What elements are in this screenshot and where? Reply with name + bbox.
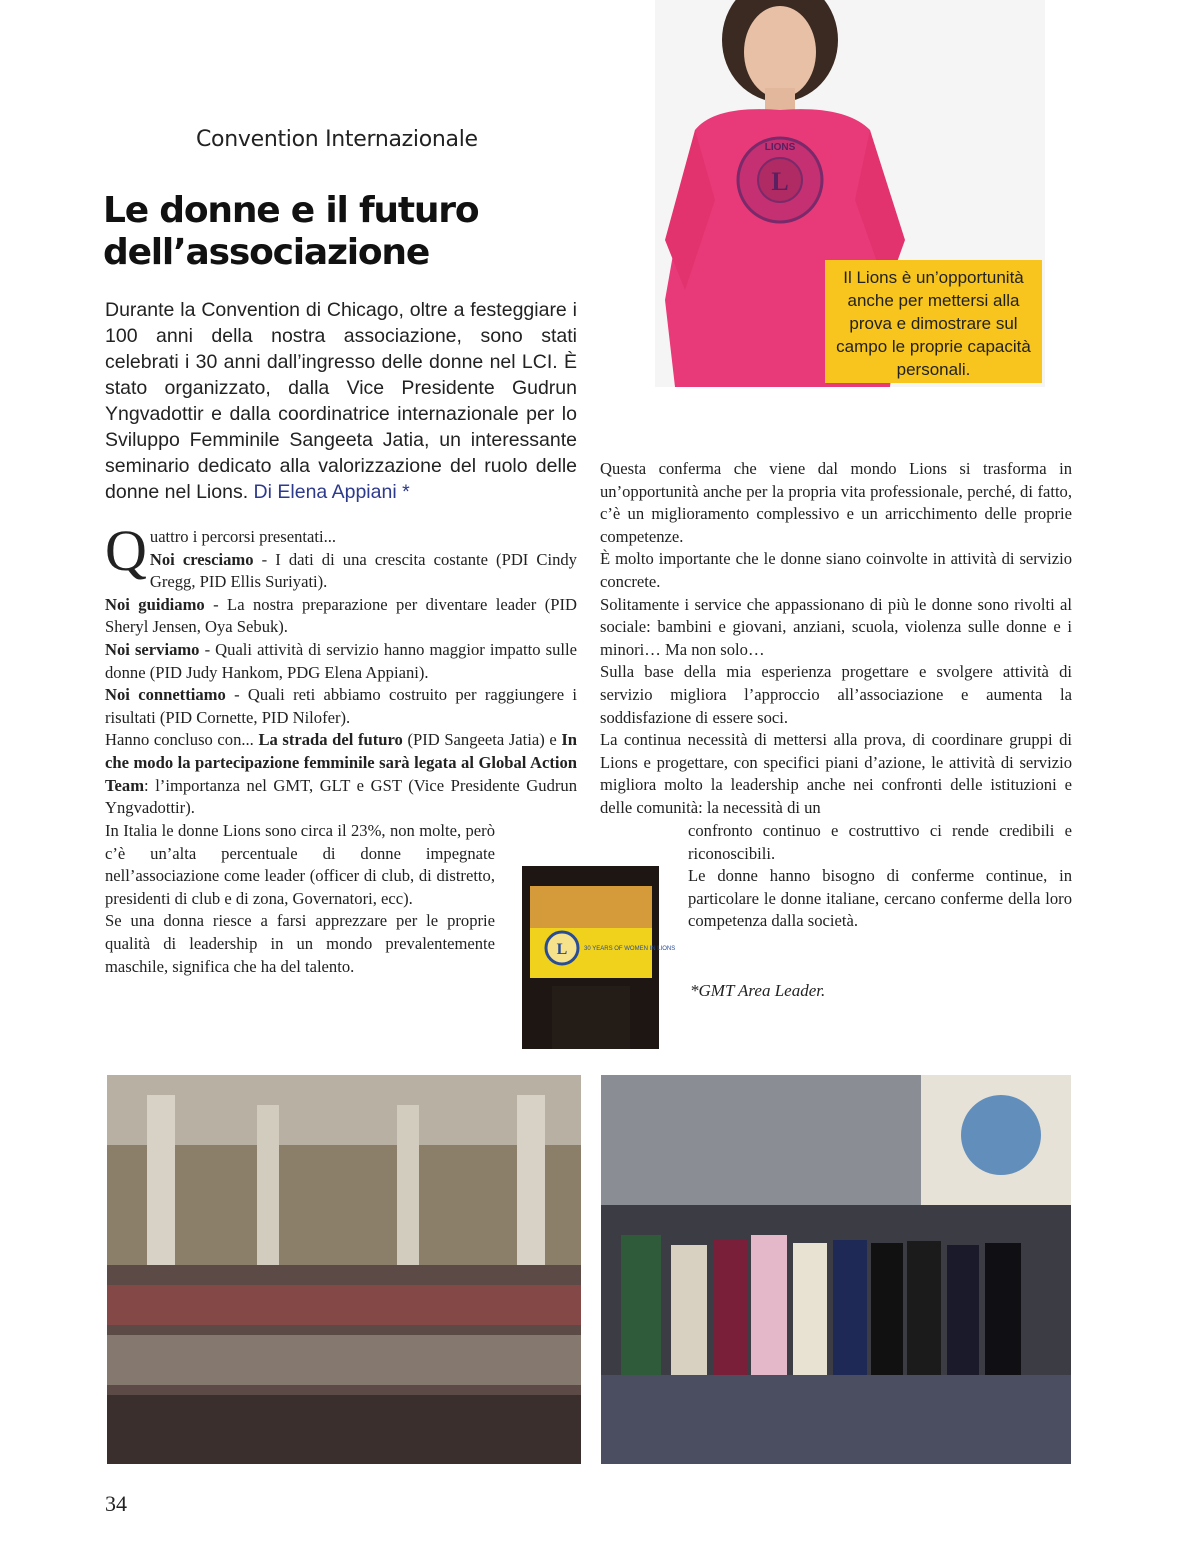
- intro-text: uattro i percorsi presentati...: [149, 527, 337, 546]
- section-label: Convention Internazionale: [196, 127, 478, 152]
- paragraph-talento: Se una donna riesce a farsi apprezzare per le proprie qualità di leadership in un mondo prevalentemente maschile, significa che ha del talento.: [105, 911, 495, 976]
- conclusion-mid: (PID Sangeeta Jatia) e: [402, 730, 562, 750]
- group-photo: [601, 1075, 1071, 1464]
- audience-photo: [107, 1075, 581, 1464]
- conclusion-bold-2: In che modo la partecipazione femminile sarà legata al Global Action Team: [105, 730, 578, 795]
- right-column-narrow: [688, 820, 1072, 933]
- item-4-text: - Quali reti abbiamo costruito per raggiungere i risultati (PID Cornette, PID Nilofer).: [105, 685, 577, 727]
- seminar-screen-photo: [522, 866, 676, 1049]
- svg-text:L: L: [556, 941, 568, 958]
- callout-text: Il Lions è un’opportunità anche per mettersi alla prova e dimostrare sul campo le proprie capacità personali.: [836, 268, 1031, 379]
- drop-cap: Q: [105, 518, 147, 583]
- right-paragraph-3: Solitamente i service che appassionano di più le donne sono rivolti al sociale: bambini e giovani, anziani, scuola, violenza sulle donne e i minori… Ma non solo…: [600, 594, 1072, 659]
- item-1-title: Noi cresciamo: [149, 549, 254, 569]
- conclusion-pre: Hanno concluso con...: [105, 730, 259, 750]
- screen-slide-text: 30 YEARS OF WOMEN IN LIONS: [584, 946, 676, 952]
- item-4-title: Noi connettiamo: [105, 685, 226, 705]
- left-column-narrow: [105, 820, 495, 978]
- item-1-text: - I dati di una crescita costante (PDI Cindy Gregg, PID Ellis Suriyati).: [149, 549, 577, 592]
- paragraph-italia: In Italia le donne Lions sono circa il 23%, non molte, però c’è un’alta percentuale di donne impegnate nell’associazione come leader (officer di club, di distretto, presidenti di club e di zona, Governatori, ecc).: [105, 821, 495, 908]
- pull-quote-callout: [825, 260, 1042, 383]
- right-column: [600, 458, 1072, 820]
- item-3-title: Noi serviamo: [105, 639, 200, 659]
- headline-line-2: dell’associazione: [103, 232, 430, 273]
- right-paragraph-5: La continua necessità di mettersi alla prova, di coordinare gruppi di Lions e progettare, con specifici piani d’azione, le attività di servizio migliora molto la leadership anche nei confronti delle istituzioni e delle comunità: la necessità di un: [600, 730, 1072, 817]
- conclusion-post: : l’importanza nel GMT, GLT e GST (Vice Presidente Gudrun Yngvadottir).: [105, 775, 577, 818]
- page-number: 34: [105, 1491, 127, 1516]
- item-3-text: - Quali attività di servizio hanno maggior impatto sulle donne (PID Judy Hankom, PDG Elena Appiani).: [105, 639, 577, 682]
- item-2-title: Noi guidiamo: [105, 594, 205, 614]
- svg-text:L: L: [771, 167, 789, 196]
- right-paragraph-4: Sulla base della mia esperienza progettare e svolgere attività di servizio migliora l’approccio all’associazione e aumenta la soddisfazione di essere soci.: [600, 662, 1072, 727]
- right-paragraph-2: È molto importante che le donne siano coinvolte in attività di servizio concrete.: [600, 549, 1072, 591]
- lead-paragraph: [105, 297, 577, 505]
- right-paragraph-1: Questa conferma che viene dal mondo Lions si trasforma in un’opportunità anche per la propria vita professionale, perché, di fatto, c’è un miglioramento complessivo e un arricchimento delle proprie competenze.: [600, 459, 1072, 546]
- lead-text: Durante la Convention di Chicago, oltre a festeggiare i 100 anni della nostra associazione, sono stati celebrati i 30 anni dall’ingresso delle donne nel LCI. È stato organizzato, dalla Vice Presidente Gudrun Yngvadottir e dalla coordinatrice internazionale per lo Sviluppo Femminile Sangeeta Jatia, un interessante seminario dedicato alla valorizzazione del ruolo delle donne nel Lions.: [105, 299, 577, 503]
- headline-line-1: Le donne e il futuro: [103, 190, 479, 231]
- shirt-logo-text: LIONS: [764, 142, 796, 153]
- left-column: [105, 518, 578, 820]
- byline: Di Elena Appiani *: [253, 481, 410, 503]
- item-2-text: - La nostra preparazione per diventare leader (PID Sheryl Jensen, Oya Sebuk).: [105, 594, 577, 637]
- article-headline: [103, 190, 563, 274]
- footnote: *GMT Area Leader.: [690, 981, 826, 1000]
- conclusion-bold-1: La strada del futuro: [258, 730, 403, 750]
- right-narrow-paragraph-2: Le donne hanno bisogno di conferme continue, in particolare le donne italiane, cercano conferme della loro competenza dalla società.: [688, 866, 1072, 931]
- right-narrow-paragraph-1: confronto continuo e costruttivo ci rende credibili e riconoscibili.: [688, 821, 1072, 863]
